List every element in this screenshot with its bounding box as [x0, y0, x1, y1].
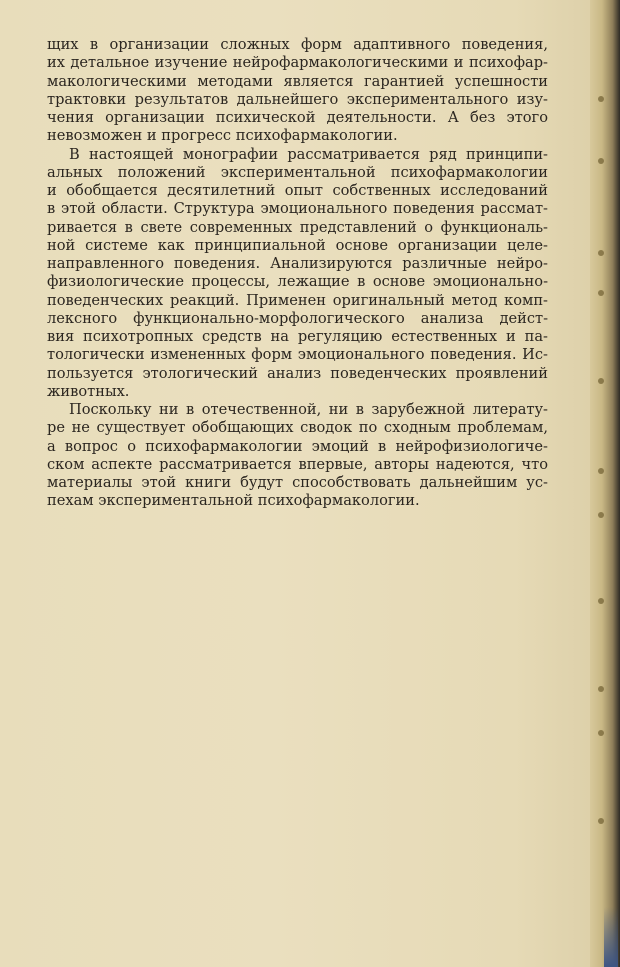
- text-line: материалы этой книги будут способствовать дальнейшим ус-: [47, 474, 548, 491]
- stitch-mark: [598, 378, 604, 384]
- text-line: направленного поведения. Анализируются различные нейро-: [47, 255, 548, 272]
- text-line: альных положений экспериментальной психофармакологии: [47, 163, 548, 181]
- text-line: ре не существует обобщающих сводок по сходным проблемам,: [47, 419, 548, 437]
- text-line: чения организации психической деятельности. А без этого: [47, 109, 548, 126]
- stitch-mark: [598, 290, 604, 296]
- text-line: лексного функционально-морфологического анализа дейст-: [47, 309, 548, 327]
- stitch-mark: [598, 686, 604, 692]
- stitch-mark: [598, 250, 604, 256]
- text-line: Поскольку ни в отечественной, ни в зарубежной литерату-: [69, 401, 548, 418]
- text-line: а вопрос о психофармакологии эмоций в нейрофизиологиче-: [47, 437, 548, 455]
- stitch-mark: [598, 730, 604, 736]
- text-line: В настоящей монографии рассматривается ряд принципи-: [69, 145, 548, 163]
- cover-edge: [604, 907, 618, 967]
- text-line: вия психотропных средств на регуляцию естественных и па-: [47, 328, 548, 345]
- text-line: щих в организации сложных форм адаптивного поведения,: [47, 36, 548, 53]
- paragraph-2: [47, 146, 548, 402]
- text-line: физиологические процессы, лежащие в основе эмоционально-: [47, 273, 548, 291]
- paragraph-3: [47, 401, 548, 511]
- stitch-mark: [598, 818, 604, 824]
- text-line: тологически измененных форм эмоционального поведения. Ис-: [47, 346, 548, 364]
- text-line: трактовки результатов дальнейшего экспериментального изу-: [47, 90, 548, 108]
- text-line: ском аспекте рассматривается впервые, авторы надеются, что: [47, 455, 548, 473]
- stitch-mark: [598, 158, 604, 164]
- text-line: невозможен и прогресс психофармакологии.: [47, 127, 398, 145]
- text-line: ривается в свете современных представлений о функциональ-: [47, 218, 548, 236]
- text-line: пользуется этологический анализ поведенческих проявлений: [47, 364, 548, 382]
- stitch-mark: [598, 96, 604, 102]
- body-text: [47, 36, 548, 511]
- stitch-mark: [598, 598, 604, 604]
- text-line: макологическими методами является гарантией успешности: [47, 72, 548, 90]
- text-line: в этой области. Структура эмоционального поведения рассмат-: [47, 200, 548, 218]
- text-line: и обобщается десятилетний опыт собственных исследований: [47, 182, 548, 199]
- text-line: животных.: [47, 382, 130, 400]
- stitch-mark: [598, 512, 604, 518]
- book-binding: [590, 0, 620, 967]
- text-line: пехам экспериментальной психофармакологии.: [47, 492, 420, 510]
- text-line: их детальное изучение нейрофармакологическими и психофар-: [47, 54, 548, 72]
- text-line: ной системе как принципиальной основе организации целе-: [47, 236, 548, 254]
- paragraph-1: [47, 36, 548, 146]
- text-line: поведенческих реакций. Применен оригинальный метод комп-: [47, 291, 548, 309]
- stitch-mark: [598, 468, 604, 474]
